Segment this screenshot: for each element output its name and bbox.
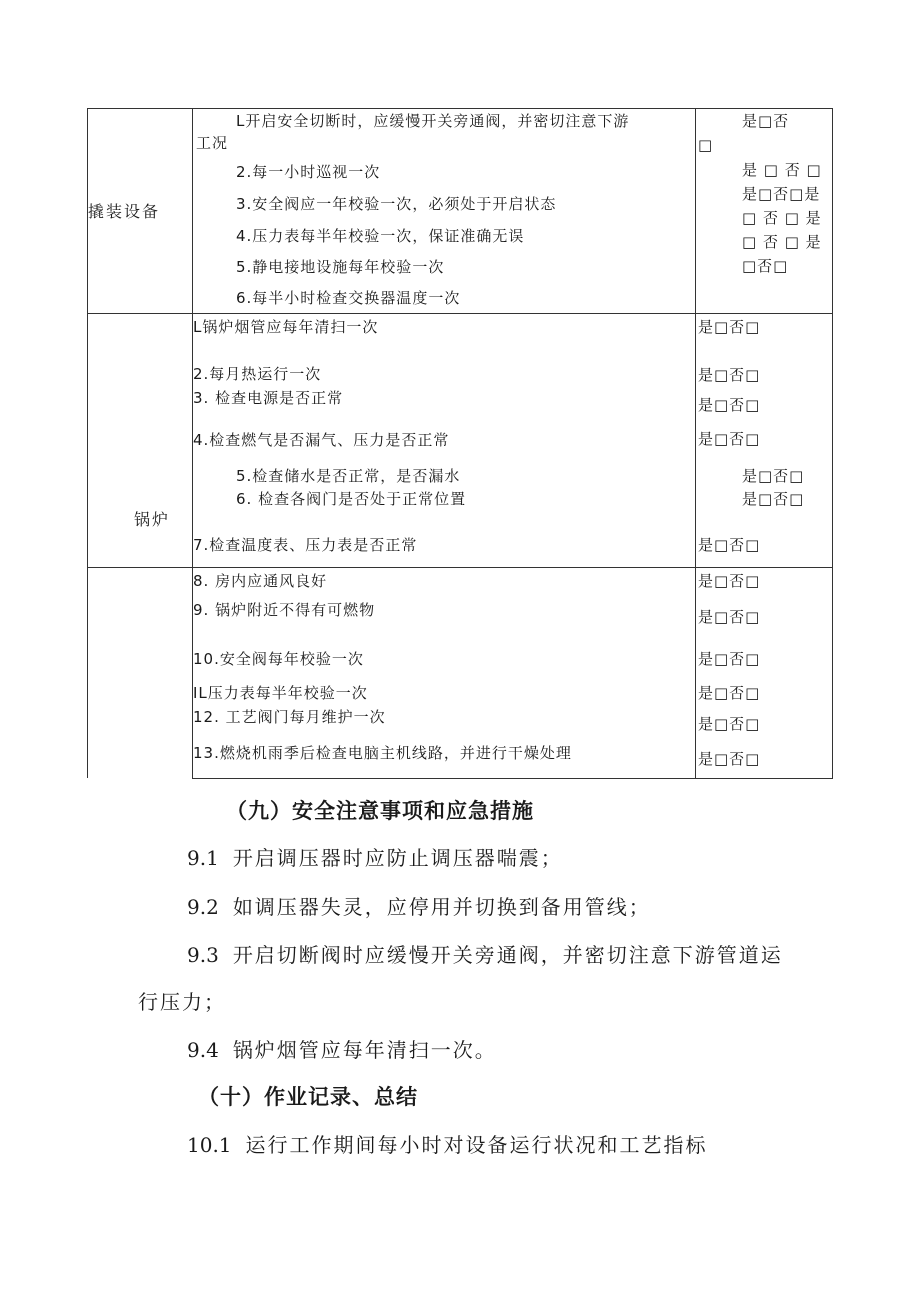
check-cell: 是□否□ xyxy=(698,715,761,733)
table-item: 2.每一小时巡视一次 xyxy=(236,163,381,181)
paragraph-text: 如调压器失灵，应停用并切换到备用管线； xyxy=(232,895,651,919)
table-item: 4.检查燃气是否漏气、压力是否正常 xyxy=(193,431,450,449)
paragraph-9-2 xyxy=(187,894,651,920)
table-item: 2.每月热运行一次 xyxy=(193,365,322,383)
paragraph-9-4 xyxy=(187,1037,497,1063)
table-item: L锅炉烟管应每年清扫一次 xyxy=(193,318,379,336)
section-heading-safety: （九）安全注意事项和应急措施 xyxy=(226,799,534,823)
check-cell: 是□否□ xyxy=(698,318,761,336)
paragraph-10-1 xyxy=(187,1132,708,1158)
table-item: 3. 检查电源是否正常 xyxy=(193,389,344,407)
check-cell: 是□否□ xyxy=(698,536,761,554)
table-item: IL压力表每半年校验一次 xyxy=(193,684,368,702)
check-cell: 是□否□ xyxy=(698,572,761,590)
table-item: 3.安全阀应一年校验一次，必须处于开启状态 xyxy=(236,195,557,213)
paragraph-text: 运行工作期间每小时对设备运行状况和工艺指标 xyxy=(245,1133,708,1157)
table-item: 13.燃烧机雨季后检查电脑主机线路，并进行干燥处理 xyxy=(193,744,572,762)
paragraph-number: 9.4 xyxy=(187,1038,219,1062)
table-item: 7.检查温度表、压力表是否正常 xyxy=(193,536,418,554)
column-divider-2 xyxy=(695,108,696,778)
check-cell: □否□ xyxy=(742,257,789,275)
check-cell: 是□否□ xyxy=(698,608,761,626)
table-item: 6. 检查各阀门是否处于正常位置 xyxy=(236,490,467,508)
paragraph-text: 开启切断阀时应缓慢开关旁通阀，并密切注意下游管道运 xyxy=(232,943,783,967)
check-cell: □ 否 □ 是 xyxy=(742,233,822,251)
check-cell: 是 □ 否 □ xyxy=(742,161,822,179)
table-item: 5.静电接地设施每年校验一次 xyxy=(236,258,445,276)
paragraph-9-3-continuation: 行压力； xyxy=(138,990,226,1014)
table-item: 9. 锅炉附近不得有可燃物 xyxy=(193,601,376,619)
check-cell: □ 否 □ 是 xyxy=(742,209,822,227)
check-cell: 是□否□ xyxy=(742,490,805,508)
check-cell: 是□否 xyxy=(742,112,790,130)
paragraph-9-3 xyxy=(187,942,783,968)
check-cell: 是□否□ xyxy=(742,467,805,485)
section-label-boiler: 锅炉 xyxy=(134,510,171,529)
check-cell: □ xyxy=(698,136,714,154)
paragraph-number: 9.2 xyxy=(187,895,219,919)
check-cell: 是□否□是 xyxy=(742,185,821,203)
check-cell: 是□否□ xyxy=(698,430,761,448)
check-cell: 是□否□ xyxy=(698,366,761,384)
table-item: L开启安全切断时，应缓慢开关旁通阀，并密切注意下游 xyxy=(236,112,630,130)
table-item: 6.每半小时检查交换器温度一次 xyxy=(236,289,461,307)
section-label-skid-equipment: 撬装设备 xyxy=(88,202,161,221)
row-divider-1 xyxy=(87,313,833,314)
table-item: 工况 xyxy=(196,134,229,152)
row-divider-2 xyxy=(87,567,833,568)
paragraph-9-1 xyxy=(187,845,563,871)
check-cell: 是□否□ xyxy=(698,650,761,668)
paragraph-text: 开启调压器时应防止调压器喘震； xyxy=(232,846,563,870)
table-item: 5.检查储水是否正常，是否漏水 xyxy=(236,467,461,485)
paragraph-number: 10.1 xyxy=(187,1133,232,1157)
check-cell: 是□否□ xyxy=(698,684,761,702)
table-border-bottom xyxy=(192,778,833,779)
table-border-right xyxy=(832,108,833,778)
check-cell: 是□否□ xyxy=(698,750,761,768)
paragraph-number: 9.3 xyxy=(187,943,219,967)
table-item: 4.压力表每半年校验一次，保证准确无误 xyxy=(236,227,525,245)
paragraph-number: 9.1 xyxy=(187,846,219,870)
table-item: 10.安全阀每年校验一次 xyxy=(193,650,364,668)
paragraph-text: 锅炉烟管应每年清扫一次。 xyxy=(232,1038,497,1062)
table-item: 12. 工艺阀门每月维护一次 xyxy=(193,708,386,726)
section-heading-records: （十）作业记录、总结 xyxy=(198,1085,418,1109)
table-item: 8. 房内应通风良好 xyxy=(193,572,328,590)
table-border-top xyxy=(87,108,833,109)
check-cell: 是□否□ xyxy=(698,396,761,414)
